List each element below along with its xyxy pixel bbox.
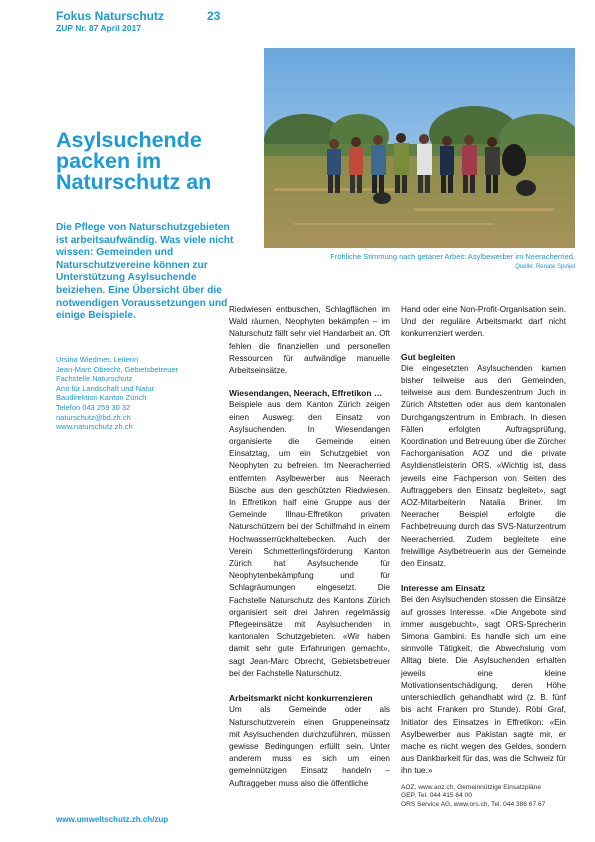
footer-url-link[interactable]: www.umweltschutz.zh.ch/zup bbox=[56, 815, 169, 824]
paragraph-guidance: Die eingesetzten Asylsuchenden kamen bisher teilweise aus den Gemeinden, teilweise aus dem Bundeszentrum Juch in Zürich Altstetten oder aus dem kantonalen Durchgangszentrum in Embrach. In diesen Fällen erfolgten Auftragsprüfung, Koordination und Betreuung über die Zürcher Fachorganisation AOZ und die private Asyldienstleisterin ORS. «Wichtig ist, dass jeweils eine Fachperson von Seiten des Auftraggebers den Einsatz begleitet», sagt AOZ-Mitarbeiterin Natalia Briner. Im Neeracher Beispiel erfolgte die Fachbetreuung durch das SVS-Naturzentrum Neeracherried. Zudem begleitete eine freiwillige Asylbetreuerin aus der Gemeinde den Einsatz. bbox=[401, 363, 566, 569]
section-title: Fokus Naturschutz bbox=[56, 9, 165, 23]
reference-line: GEP, Tel. 044 415 64 00 bbox=[401, 792, 472, 800]
subheading-interesse: Interesse am Einsatz bbox=[401, 583, 486, 594]
group-photo-image bbox=[264, 48, 575, 248]
reference-line: AOZ, www.aoz.ch, Gemeinnützige Einsatzpläne bbox=[401, 783, 542, 791]
photo-caption bbox=[264, 252, 575, 272]
author-line: Fachstelle Naturschutz bbox=[56, 374, 133, 384]
caption-text: Fröhliche Stimmung nach getaner Arbeit: Asylbewerber im Neeracherried. bbox=[330, 252, 575, 261]
subheading-gut-begleiten: Gut begleiten bbox=[401, 351, 456, 362]
article-lead: Die Pflege von Naturschutzgebieten ist arbeitsaufwändig. Was viele nicht wissen: Gemeinden und Naturschutzvereine können zur Unterstützung Asylsuchende beiziehen. Eine Übersicht über die notwendigen Voraussetzungen und einige Beispiele. bbox=[56, 222, 234, 322]
article-title: Asylsuchende packen im Naturschutz an bbox=[56, 128, 212, 194]
paragraph-examples: Beispiele aus dem Kanton Zürich zeigen einen Ausweg: den Einsatz von Asylsuchenden. In Wiesendangen organisierte die Gemeinde einen Einsatztag, um ein Schutzgebiet von Neophyten zu befreien. Im Neeracherried entfernten Asylbewerber aus Neerach Büsche aus den geschützten Riedwiesen. In Effretikon half eine Gruppe aus der Gemeinde Illnau-Effretikon privaten Naturschützern bei der Schilfmahd in einem Hochwasserrückhaltebecken. Auch der Verein Schmetterlingsförderung Kanton Zürich hat Asylsuchende für Neophytenbekämpfung und für Schlagräumungen eingesetzt. Die Fachstelle Naturschutz des Kantons Zürich organisiert seit drei Jahren regelmässig Pflegeeinsätze mit Asylsuchenden in kantonalen Schutzgebieten. «Wir haben damit sehr gute Erfahrungen gemacht», sagt Jean-Marc Obrecht, Gebietsbetreuer bei der Fachstelle Naturschutz. bbox=[229, 400, 390, 678]
issue-label: ZUP Nr. 87 April 2017 bbox=[56, 23, 142, 33]
author-line: Ursina Wiedmer, Leiterin bbox=[56, 355, 139, 364]
paragraph-interest: Bei den Asylsuchenden stossen die Einsätze auf grosses Interesse. «Die Angebote sind immer ausgebucht», sagt ORS-Sprecherin Simona Gambini. Es handle sich um eine sinnvolle Tätigkeit, die Abwechslung vom Alltag biete. Die Asylsuchenden erhalten jeweils eine kleine Motivationsentschädigung, deren Höhe unterschiedlich gehandhabt wird (z. B. fünf bis acht Franken pro Stunde). Röbi Graf, Initiator des Einsatzes in Effretikon: «Ein Asylbewerber aus Pakistan sagte mir, er mache es nicht wegen des Geldes, sondern aus Dankbarkeit für das, was die Schweiz für ihn tue.» bbox=[401, 595, 566, 776]
photo-source: Quelle: Renate Spinjel bbox=[515, 264, 575, 270]
subheading-wiesendangen: Wiesendangen, Neerach, Effretikon … bbox=[229, 388, 383, 399]
references bbox=[401, 784, 566, 810]
author-line: Jean-Marc Obrecht, Gebietsbetreuer bbox=[56, 364, 179, 374]
paragraph-continued: Hand oder eine Non-Profit-Organisation sein. Und der reguläre Arbeitsmarkt darf nicht konkurrenziert werden. bbox=[401, 305, 566, 339]
author-email[interactable]: naturschutz@bd.zh.ch bbox=[56, 412, 131, 422]
subheading-arbeitsmarkt: Arbeitsmarkt nicht konkurrenzieren bbox=[229, 693, 373, 704]
author-line: Amt für Landschaft und Natur bbox=[56, 383, 154, 393]
author-website[interactable]: www.naturschutz.zh.ch bbox=[56, 422, 133, 432]
intro-paragraph: Riedwiesen entbuschen, Schlagflächen im Wald räumen, Neophyten bekämpfen – im Naturschutz fällt sehr viel Handarbeit an. Oft fehlen die finanziellen und personellen Ressourcen für aufwändige manuelle Arbeitseinsätze. bbox=[229, 305, 390, 376]
author-line: Baudirektion Kanton Zürich bbox=[56, 393, 147, 403]
page-number: 23 bbox=[207, 9, 221, 23]
paragraph-conditions: Um als Gemeinde oder als Naturschutzverein einen Gruppeneinsatz mit Asylsuchenden durchzuführen, müssen gewisse Bedingungen erfüllt sein. Unter anderem muss es sich um einen gemeinnützigen Einsatz handeln – Auftraggeber muss also die öffentliche bbox=[229, 705, 390, 788]
text-column-1 bbox=[229, 304, 390, 790]
text-column-2 bbox=[401, 304, 566, 810]
group-photo bbox=[264, 48, 575, 248]
reference-line: ORS Service AG, www.ors.ch, Tel. 044 386 67 67 bbox=[401, 801, 546, 809]
author-phone: Telefon 043 259 30 32 bbox=[56, 402, 131, 412]
author-contact bbox=[56, 355, 256, 432]
